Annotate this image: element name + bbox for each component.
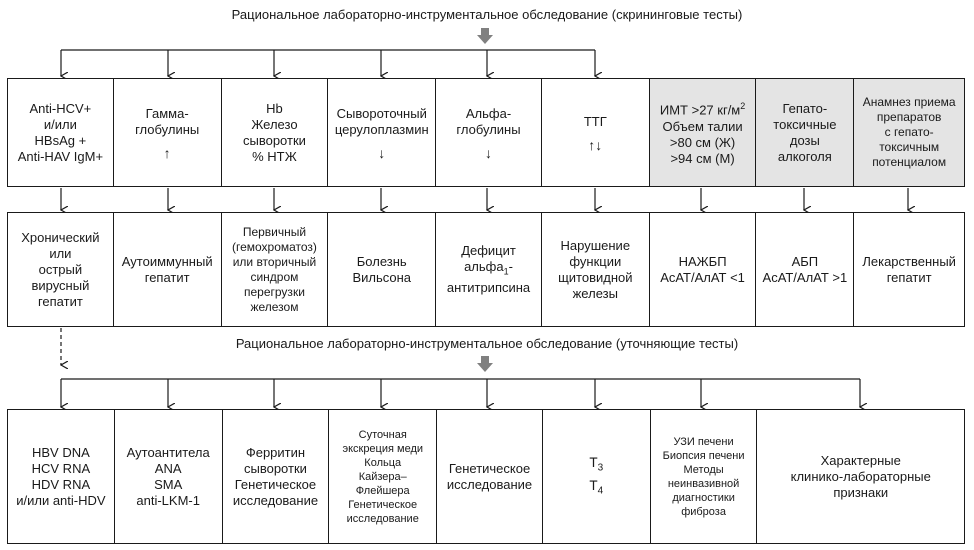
- clarifying-tests-row: [7, 409, 965, 544]
- block-arrow-down-icon: [477, 28, 493, 44]
- cell-text: Сывороточный церулоплазмин: [334, 105, 429, 137]
- t3-text: [589, 454, 603, 477]
- t4-text: [589, 477, 603, 500]
- cell-text: ТТГ: [583, 113, 607, 129]
- clarifying-clinical-signs: [757, 410, 964, 543]
- diagnosis-viral-hepatitis: [8, 213, 114, 326]
- cell-text: [660, 98, 745, 166]
- bmi-text: ИМТ >27 кг/м: [659, 102, 741, 118]
- screening-cell-bmi-waist: [650, 79, 757, 186]
- cell-text: Гепато- токсичные дозы алкоголя: [773, 100, 837, 164]
- t4-label: T: [589, 477, 598, 493]
- t4-sub: 4: [597, 485, 604, 497]
- screening-cell-ceruloplasmin: [328, 79, 436, 186]
- clarifying-genetic: [437, 410, 543, 543]
- cell-text: Суточная экскреция меди Кольца Кайзера– Флейшера Генетическое исследование: [342, 428, 424, 525]
- t3-sub: 3: [597, 462, 604, 474]
- clarifying-copper: [329, 410, 437, 543]
- bmi-unit-sup: 2: [740, 101, 746, 112]
- screening-tests-title: Рациональное лабораторно-инструментальное обследование (скрининговые тесты): [231, 7, 743, 22]
- cell-text: АБП АсАТ/АлАТ >1: [762, 253, 848, 285]
- cell-text: HBV DNA HCV RNA HDV RNA и/или anti-HDV: [16, 444, 106, 508]
- cell-text: Генетическое исследование: [446, 460, 533, 492]
- arrow-down-icon: ↓: [485, 144, 493, 161]
- screening-cell-gamma-globulins: [114, 79, 222, 186]
- screening-cell-viral-markers: [8, 79, 114, 186]
- arrow-down-icon: ↓: [378, 144, 386, 161]
- diagnosis-iron-overload: [222, 213, 329, 326]
- antitrypsin-text: - антитрипсина: [446, 259, 531, 295]
- diagnosis-wilson-disease: [328, 213, 436, 326]
- diagnosis-ald: [756, 213, 854, 326]
- cell-text: Гамма- глобулины: [135, 105, 200, 137]
- waist-text: Объем талии >80 см (Ж) >94 см (М): [662, 118, 743, 166]
- diagnosis-drug-hepatitis: [854, 213, 964, 326]
- arrow-up-icon: ↑: [163, 144, 171, 161]
- cell-text: УЗИ печени Биопсия печени Методы неинвазивной диагностики фиброза: [662, 435, 745, 518]
- cell-text: [447, 243, 530, 296]
- screening-cell-tsh: [542, 79, 650, 186]
- cell-text: Характерные клинико-лабораторные признаки: [790, 452, 931, 500]
- diagnosis-row: [7, 212, 965, 327]
- cell-text: Болезнь Вильсона: [352, 253, 412, 285]
- alpha-sub: 1: [503, 266, 509, 277]
- cell-text: Аутоантитела ANA SMA anti-LKM-1: [126, 444, 210, 508]
- cell-text: Нарушение функции щитовидной железы: [558, 237, 633, 301]
- cell-text: Альфа- глобулины: [456, 105, 521, 137]
- diagnosis-thyroid: [542, 213, 650, 326]
- screening-cell-drug-history: [854, 79, 964, 186]
- block-arrow-down-icon: [477, 356, 493, 372]
- cell-text: Аутоиммунный гепатит: [121, 253, 213, 285]
- clarifying-viral-dna-rna: [8, 410, 115, 543]
- cell-text: Anti-HCV+ и/или HBsAg + Anti-HAV IgM+: [17, 100, 104, 164]
- cell-text: Анамнез приема препаратов с гепато- токсичным потенциалом: [862, 95, 956, 169]
- diagnosis-alpha1-antitrypsin: [436, 213, 542, 326]
- t3-label: T: [589, 454, 598, 470]
- clarifying-autoantibodies: [115, 410, 223, 543]
- screening-cell-iron: [222, 79, 329, 186]
- cell-text: Хронический или острый вирусный гепатит: [21, 229, 100, 309]
- clarifying-ferritin: [223, 410, 330, 543]
- screening-cell-alpha-globulins: [436, 79, 542, 186]
- screening-tests-row: [7, 78, 965, 187]
- clarifying-t3-t4: [543, 410, 651, 543]
- clarifying-tests-title: Рациональное лабораторно-инструментальное обследование (уточняющие тесты): [235, 336, 739, 351]
- cell-text: Hb Железо сыворотки % НТЖ: [242, 100, 306, 164]
- cell-text: Первичный (гемохроматоз) или вторичный синдром перегрузки железом: [231, 224, 317, 314]
- diagnosis-nafld: [650, 213, 757, 326]
- screening-cell-alcohol: [756, 79, 854, 186]
- clarifying-liver-imaging: [651, 410, 758, 543]
- cell-text: Ферритин сыворотки Генетическое исследование: [232, 444, 319, 508]
- arrow-up-down-icon: ↑↓: [588, 136, 603, 153]
- diagnosis-autoimmune-hepatitis: [114, 213, 222, 326]
- deficit-text: Дефицит альфа: [461, 243, 516, 275]
- cell-text: НАЖБП АсАТ/АлАТ <1: [660, 253, 745, 285]
- cell-text: Лекарственный гепатит: [862, 253, 956, 285]
